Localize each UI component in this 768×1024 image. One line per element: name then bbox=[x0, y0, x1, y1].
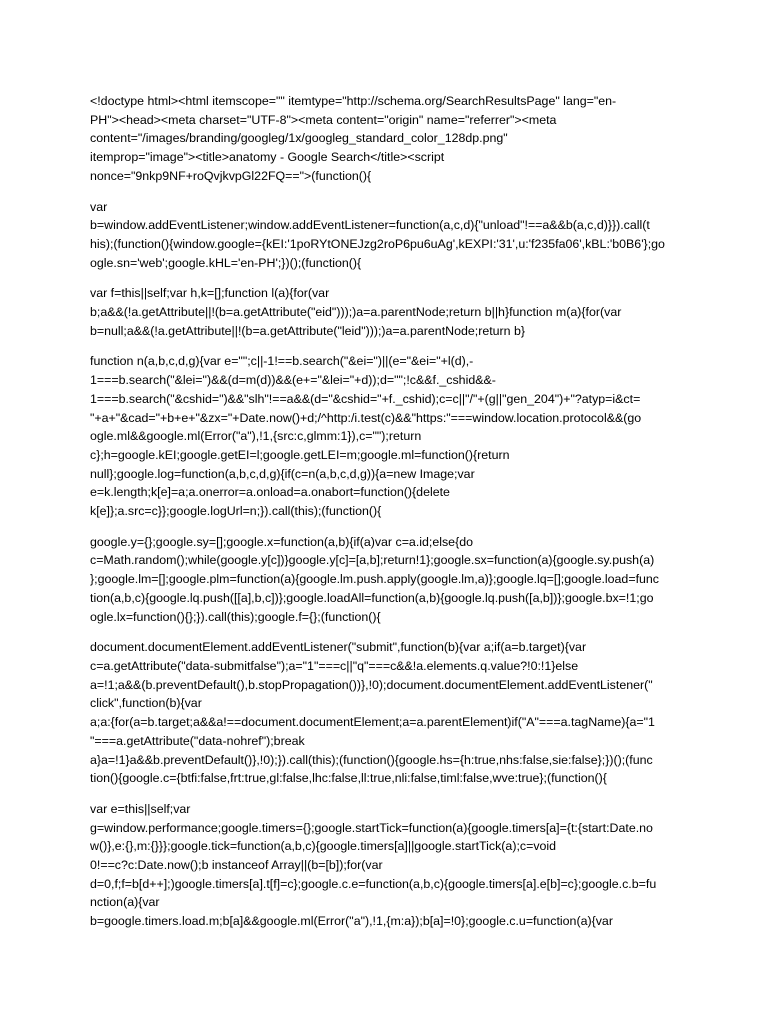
code-line: PH"><head><meta charset="UTF-8"><meta content="origin" name="referrer"><meta bbox=[90, 112, 557, 127]
code-line: var e=this||self;var bbox=[90, 801, 191, 816]
code-line: his);(function(){window.google={kEI:'1poRYtONEJzg2roP6pu6uAg',kEXPI:'31',u:'f235fa06',kBL:'b0B6'};go bbox=[90, 236, 665, 251]
code-paragraph bbox=[90, 198, 680, 273]
code-line: b=null;a&&(!a.getAttribute||!(b=a.getAttribute("leid")));)a=a.parentNode;return b} bbox=[90, 323, 526, 338]
code-line: function n(a,b,c,d,g){var e="";c||-1!==b.search("&ei=")||(e="&ei="+l(d),- bbox=[90, 354, 474, 369]
code-line: ogle.ml&&google.ml(Error("a"),!1,{src:c,glmm:1}),c="");return bbox=[90, 429, 422, 444]
code-line: click",function(b){var bbox=[90, 696, 202, 711]
code-line: d=0,f;f=b[d++];)google.timers[a].t[f]=c};google.c.e=function(a,b,c){google.timers[a].e[b]=c};google.c.b=fu bbox=[90, 876, 657, 891]
code-line: b;a&&(!a.getAttribute||!(b=a.getAttribute("eid")));)a=a.parentNode;return b||h}function m(a){for(var bbox=[90, 305, 622, 320]
code-paragraph bbox=[90, 638, 680, 788]
code-line: k[e]};a.src=c}};google.logUrl=n;}).call(this);(function(){ bbox=[90, 504, 382, 519]
code-line: nonce="9nkp9NF+roQvjkvpGl22FQ==">(function(){ bbox=[90, 168, 372, 183]
code-line: a}a=!1}a&&b.preventDefault()},!0);}).call(this);(function(){google.hs={h:true,nhs:false,sie:false};})();(func bbox=[90, 752, 653, 767]
code-line: 0!==c?c:Date.now();b instanceof Array||(b=[b]);for(var bbox=[90, 858, 383, 873]
code-line: google.y={};google.sy=[];google.x=function(a,b){if(a)var c=a.id;else{do bbox=[90, 534, 473, 549]
code-line: ogle.sn='web';google.kHL='en-PH';})();(function(){ bbox=[90, 255, 362, 270]
code-line: var f=this||self;var h,k=[];function l(a){for(var bbox=[90, 286, 330, 301]
code-line: var bbox=[90, 199, 108, 214]
code-line: b=google.timers.load.m;b[a]&&google.ml(Error("a"),!1,{m:a});b[a]=!0};google.c.u=function(a){var bbox=[90, 914, 613, 929]
document-page bbox=[90, 92, 680, 943]
code-line: <!doctype html><html itemscope="" itemtype="http://schema.org/SearchResultsPage" lang="en- bbox=[90, 94, 617, 108]
code-paragraph bbox=[90, 352, 680, 520]
code-line: c};h=google.kEI;google.getEI=l;google.getLEI=m;google.ml=function(){return bbox=[90, 447, 510, 462]
code-line: document.documentElement.addEventListener("submit",function(b){var a;if(a=b.target){var bbox=[90, 640, 587, 655]
code-line: "+a+"&cad="+b+e+"&zx="+Date.now()+d;/^http:/i.test(c)&&"https:"===window.location.protocol&&(go bbox=[90, 410, 642, 425]
code-line: "===a.getAttribute("data-nohref");break bbox=[90, 733, 305, 748]
code-line: 1===b.search("&cshid=")&&"slh"!==a&&(d="&cshid="+f._cshid);c=c||"/"+(g||"gen_204")+"?atyp=i&ct= bbox=[90, 391, 641, 406]
code-line: b=window.addEventListener;window.addEventListener=function(a,c,d){"unload"!==a&&b(a,c,d)}}).call(t bbox=[90, 218, 650, 233]
code-paragraph bbox=[90, 800, 680, 931]
code-line: a;a:{for(a=b.target;a&&a!==document.documentElement;a=a.parentElement)if("A"===a.tagName){a="1 bbox=[90, 715, 655, 730]
code-paragraph bbox=[90, 284, 680, 340]
code-line: ogle.lx=function(){};}).call(this);google.f={};(function(){ bbox=[90, 609, 381, 624]
code-line: w()},e:{},m:{}}};google.tick=function(a,b,c){google.timers[a]||google.startTick(a);c=void bbox=[90, 839, 557, 854]
code-paragraph bbox=[90, 92, 680, 186]
code-line: };google.lm=[];google.plm=function(a){google.lm.push.apply(google.lm,a)};google.lq=[];google.load=func bbox=[90, 572, 659, 587]
code-line: itemprop="image"><title>anatomy - Google Search</title><script bbox=[90, 150, 445, 165]
code-line: c=a.getAttribute("data-submitfalse");a="1"===c||"q"===c&&!a.elements.q.value?!0:!1}else bbox=[90, 658, 579, 673]
code-line: c=Math.random();while(google.y[c])}google.y[c]=[a,b];return!1};google.sx=function(a){google.sy.push(a) bbox=[90, 553, 655, 568]
code-line: content="/images/branding/googleg/1x/googleg_standard_color_128dp.png" bbox=[90, 131, 508, 146]
code-paragraph bbox=[90, 533, 680, 627]
code-line: nction(a){var bbox=[90, 895, 160, 910]
code-line: e=k.length;k[e]=a;a.onerror=a.onload=a.onabort=function(){delete bbox=[90, 485, 450, 500]
code-line: null};google.log=function(a,b,c,d,g){if(c=n(a,b,c,d,g)){a=new Image;var bbox=[90, 466, 475, 481]
code-line: g=window.performance;google.timers={};google.startTick=function(a){google.timers[a]={t:{start:Date.no bbox=[90, 820, 653, 835]
code-line: 1===b.search("&lei=")&&(d=m(d))&&(e+="&lei="+d));d="";!c&&f._cshid&&- bbox=[90, 373, 496, 388]
code-line: tion(){google.c={btfi:false,frt:true,gl:false,lhc:false,ll:true,nli:false,timl:false,wve:true};(function(){ bbox=[90, 771, 607, 786]
code-line: a=!1;a&&(b.preventDefault(),b.stopPropagation())},!0);document.documentElement.addEventListener(" bbox=[90, 677, 653, 692]
code-line: tion(a,b,c){google.lq.push([[a],b,c])};google.loadAll=function(a,b){google.lq.push([a,b])};google.bx=!1;go bbox=[90, 590, 654, 605]
